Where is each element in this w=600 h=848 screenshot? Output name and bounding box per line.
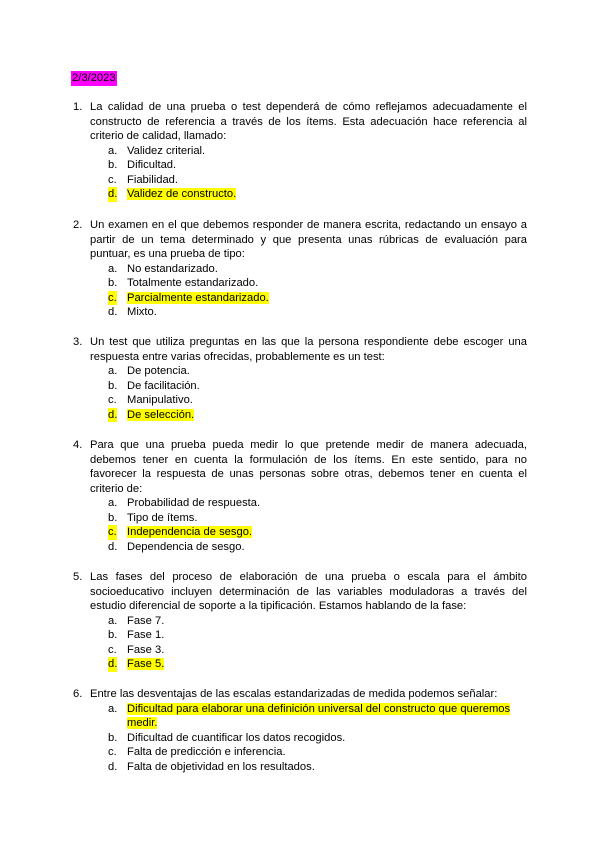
- answer-option-d-correct: [90, 408, 527, 423]
- answer-option-c: [90, 393, 527, 408]
- option-text: Fase 5.: [127, 658, 165, 670]
- option-text: Totalmente estandarizado.: [127, 277, 259, 289]
- option-text: Dificultad de cuantificar los datos recogidos.: [127, 731, 346, 744]
- question-text: Entre las desventajas de las escalas estandarizadas de medida podemos señalar:: [90, 688, 498, 700]
- question-4: [73, 438, 527, 554]
- option-text: Parcialmente estandarizado.: [127, 291, 269, 304]
- option-letter: d.: [108, 658, 118, 670]
- question-number: 2.: [73, 219, 83, 231]
- question-number: 4.: [73, 439, 83, 451]
- answer-option-d: [90, 540, 527, 555]
- option-letter: a.: [108, 365, 118, 377]
- correct-answer-highlight: [108, 408, 195, 421]
- option-text: Dificultad para elaborar una definición universal del constructo que queremos medir.: [127, 702, 511, 729]
- question-text: Un examen en el que debemos responder de manera escrita, redactando un ensayo a partir de un tema determinado y que presenta unas rúbricas de evaluación para puntuar, es una prueba de tipo:: [90, 219, 527, 260]
- option-letter: d.: [108, 408, 118, 421]
- option-text: Fase 3.: [127, 643, 165, 656]
- correct-answer-highlight: [108, 291, 269, 304]
- question-text: Un test que utiliza preguntas en las que la persona respondiente debe escoger una respuesta entre varias ofrecidas, probablemente es un test:: [90, 336, 527, 363]
- option-text: Fase 7.: [127, 614, 165, 627]
- question-number: 3.: [73, 336, 83, 348]
- option-letter: d.: [108, 306, 118, 318]
- question-number: 1.: [73, 101, 83, 113]
- question-1: [73, 100, 527, 202]
- answer-option-c: [90, 173, 527, 188]
- answer-option-b: [90, 379, 527, 394]
- answer-option-d: [90, 760, 527, 775]
- option-letter: b.: [108, 731, 118, 744]
- option-letter: a.: [108, 262, 118, 275]
- option-letter: b.: [108, 379, 118, 392]
- answer-options: [90, 364, 527, 422]
- question-text: Para que una prueba pueda medir lo que pretende medir de manera adecuada, debemos tener en cuenta la formulación de los ítems. En este sentido, para no favorecer la respuesta de unas personas sobre otras, debemos tener en cuenta el criterio de:: [90, 439, 527, 495]
- answer-option-b: [90, 276, 527, 291]
- answer-option-b: [90, 628, 527, 643]
- option-text: Tipo de ítems.: [127, 511, 198, 524]
- document-date: 2/3/2023: [72, 72, 116, 84]
- option-text: No estandarizado.: [127, 262, 218, 275]
- answer-option-d-correct: [90, 657, 527, 672]
- answer-option-c-correct: [90, 525, 527, 540]
- option-letter: c.: [108, 173, 117, 186]
- option-text: Fase 1.: [127, 629, 165, 641]
- answer-options: [90, 614, 527, 672]
- option-text: Mixto.: [127, 306, 157, 318]
- option-text: Validez criterial.: [127, 144, 206, 157]
- answer-options: [90, 496, 527, 554]
- option-letter: d.: [108, 760, 118, 773]
- answer-option-c: [90, 745, 527, 760]
- answer-option-c-correct: [90, 291, 527, 306]
- option-text: Falta de predicción e inferencia.: [127, 746, 286, 758]
- option-text: De potencia.: [127, 365, 190, 377]
- answer-options: [90, 702, 527, 775]
- option-text: Falta de objetividad en los resultados.: [127, 760, 315, 773]
- option-text: Fiabilidad.: [127, 173, 178, 186]
- correct-answer-highlight: [108, 188, 237, 200]
- question-number: 5.: [73, 571, 83, 583]
- question-2: [73, 218, 527, 320]
- option-letter: a.: [108, 144, 118, 157]
- option-letter: b.: [108, 629, 118, 641]
- answer-option-a: [90, 614, 527, 629]
- option-letter: a.: [108, 702, 118, 715]
- question-6: [73, 687, 527, 774]
- correct-answer-highlight: [127, 703, 510, 730]
- answer-option-a: [90, 496, 527, 511]
- option-letter: d.: [108, 540, 118, 553]
- option-text: De facilitación.: [127, 379, 200, 392]
- option-text: Dificultad.: [127, 159, 177, 171]
- answer-option-c: [90, 643, 527, 658]
- answer-option-b: [90, 731, 527, 746]
- answer-options: [90, 144, 527, 202]
- question-text: Las fases del proceso de elaboración de una prueba o escala para el ámbito socioeducativo incluyen determinación de las variables moduladoras a través del estudio diferencial de soporte a la tipificación. Estamos hablando de la fase:: [90, 571, 527, 612]
- answer-option-a: [90, 364, 527, 379]
- option-letter: a.: [108, 497, 118, 509]
- correct-answer-highlight: [108, 526, 253, 538]
- option-letter: c.: [108, 394, 117, 406]
- option-text: Manipulativo.: [127, 394, 193, 406]
- option-letter: c.: [108, 291, 117, 304]
- answer-option-a-correct: [90, 702, 527, 731]
- option-letter: b.: [108, 511, 118, 524]
- question-5: [73, 570, 527, 672]
- answer-option-b: [90, 158, 527, 173]
- question-number: 6.: [73, 688, 83, 700]
- answer-option-a: [90, 262, 527, 277]
- option-text: De selección.: [127, 408, 195, 421]
- answer-option-a: [90, 144, 527, 159]
- option-letter: b.: [108, 277, 118, 289]
- option-text: Dependencia de sesgo.: [127, 540, 245, 553]
- answer-option-d-correct: [90, 187, 527, 202]
- option-letter: a.: [108, 614, 118, 627]
- option-text: Probabilidad de respuesta.: [127, 497, 261, 509]
- option-text: Validez de constructo.: [127, 188, 237, 200]
- option-text: Independencia de sesgo.: [127, 526, 253, 538]
- answer-option-b: [90, 511, 527, 526]
- option-letter: b.: [108, 159, 118, 171]
- answer-option-d: [90, 305, 527, 320]
- option-letter: c.: [108, 643, 117, 656]
- question-text: La calidad de una prueba o test dependerá de cómo reflejamos adecuadamente el constructo de referencia a través de los ítems. Esta adecuación hace referencia al criterio de calidad, llamado:: [90, 101, 527, 142]
- option-letter: c.: [108, 746, 117, 758]
- question-3: [73, 335, 527, 422]
- option-letter: c.: [108, 526, 117, 538]
- answer-options: [90, 262, 527, 320]
- correct-answer-highlight: [108, 658, 165, 670]
- option-letter: d.: [108, 188, 118, 200]
